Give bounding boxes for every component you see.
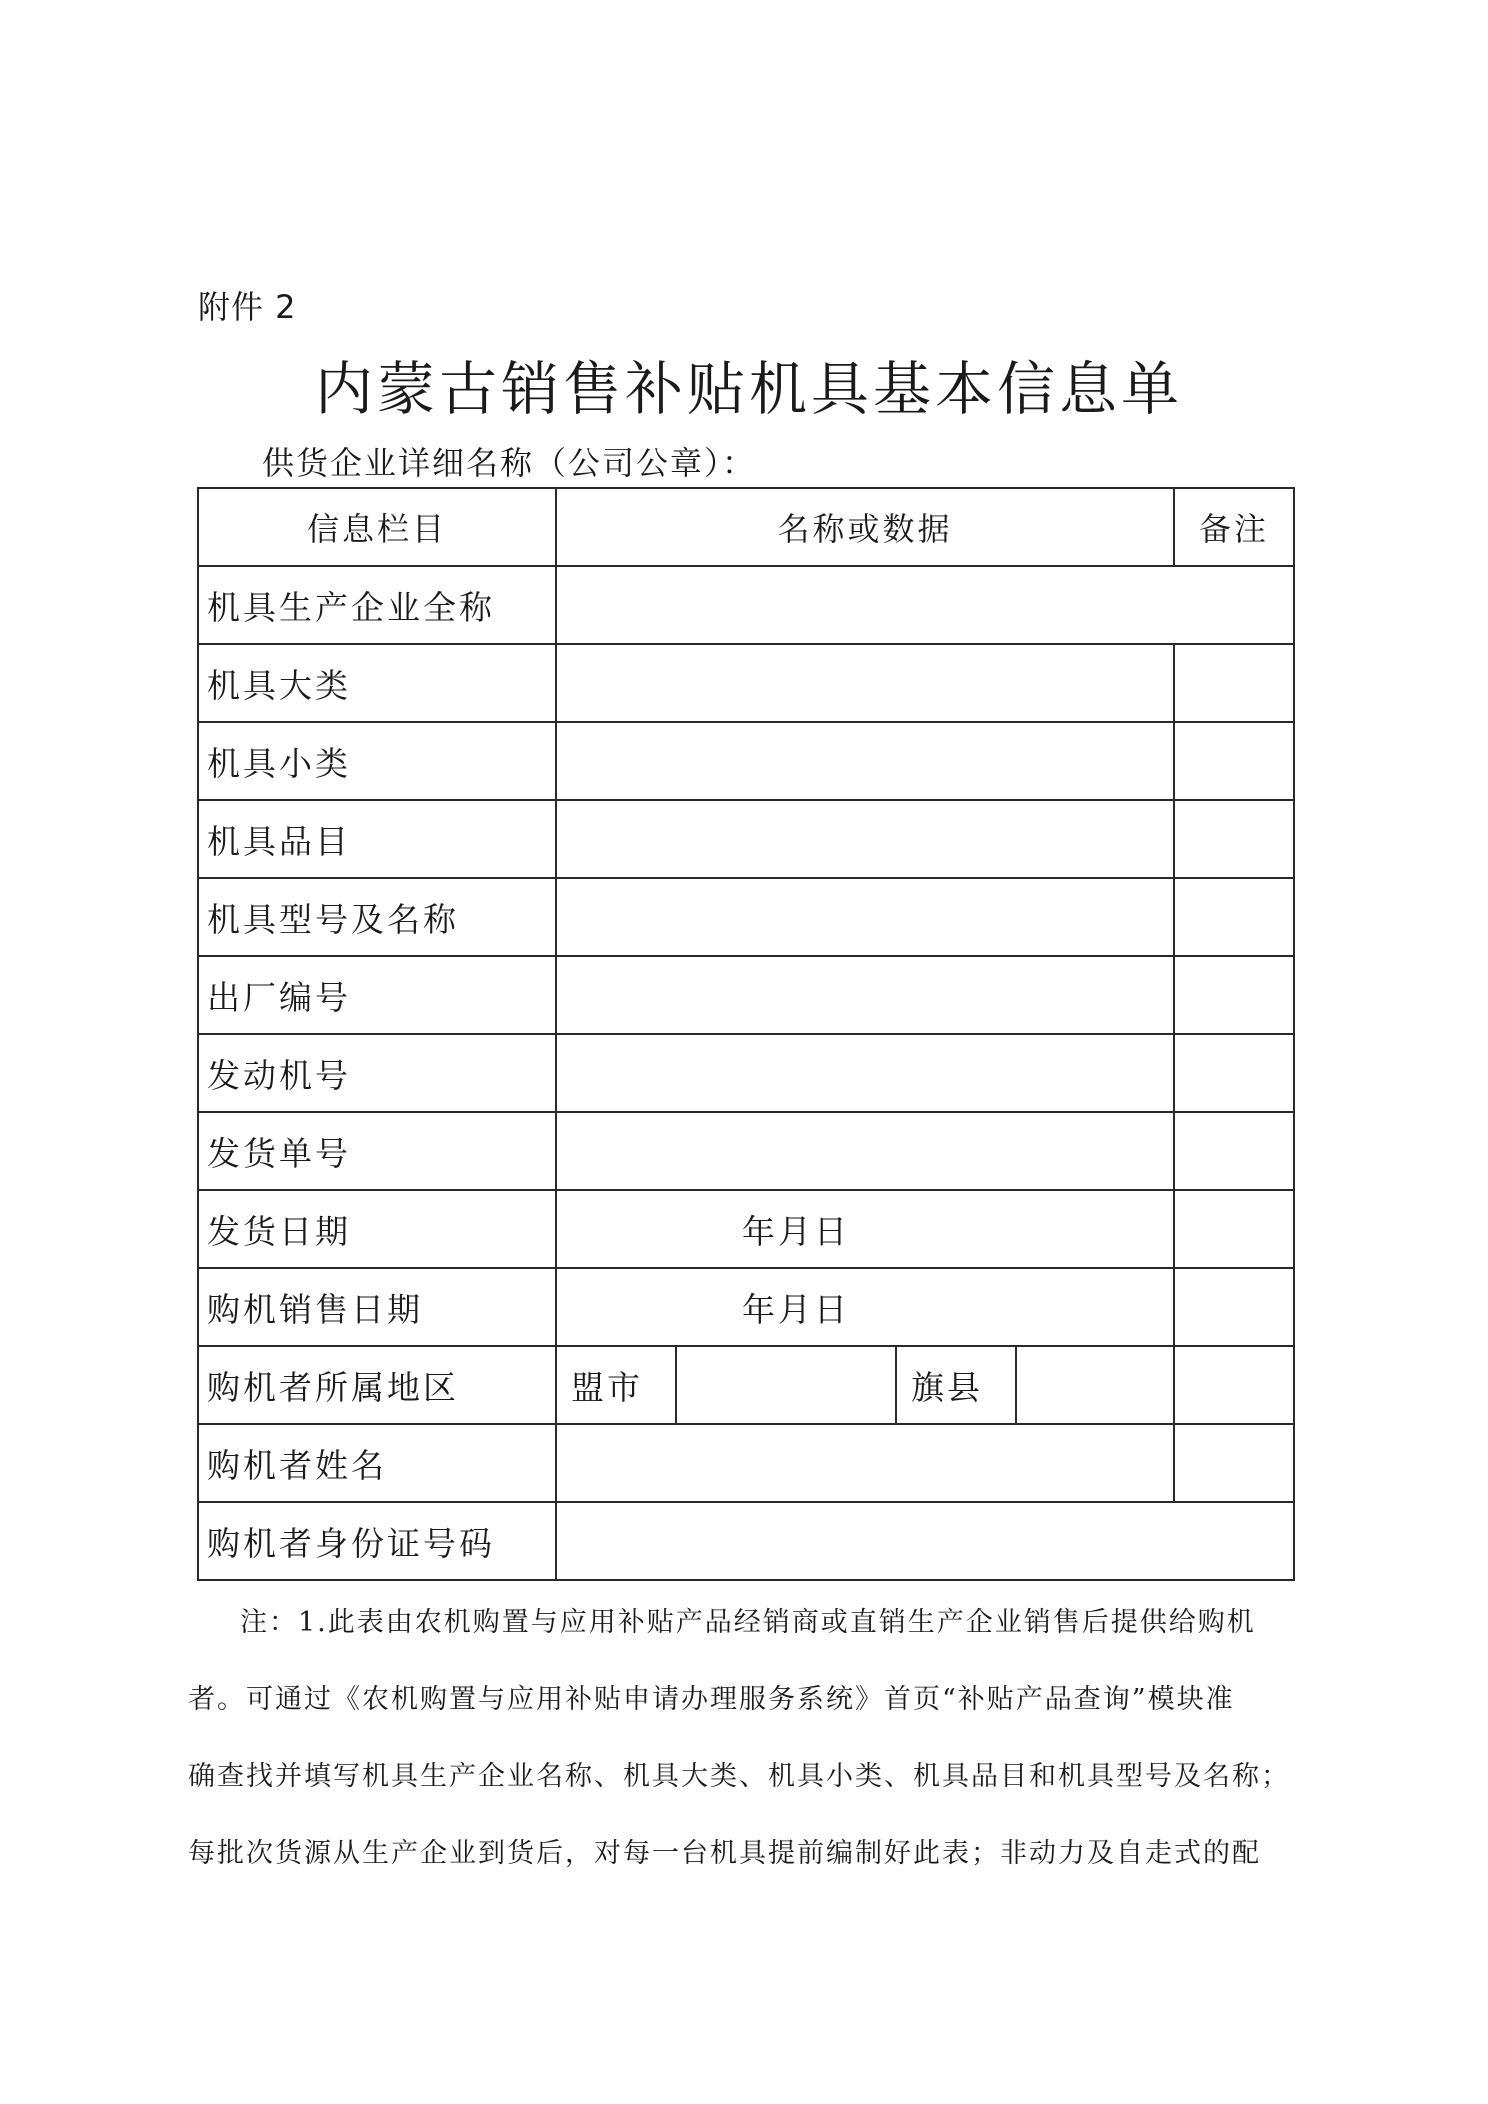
major-category-remark-cell[interactable] [1174, 644, 1294, 722]
row-label-delivery-no: 发货单号 [198, 1112, 556, 1190]
row-label-engine-no: 发动机号 [198, 1034, 556, 1112]
delivery-date-remark-cell[interactable] [1174, 1190, 1294, 1268]
table-header-row [198, 488, 1294, 566]
table-row [198, 644, 1294, 722]
region-county-value-cell[interactable] [1016, 1346, 1174, 1424]
delivery-date-value[interactable]: 年月日 [556, 1190, 1174, 1268]
factory-no-value-cell[interactable] [556, 956, 1174, 1034]
col-header-value: 名称或数据 [556, 488, 1174, 566]
row-label-manufacturer: 机具生产企业全称 [198, 566, 556, 644]
delivery-no-remark-cell[interactable] [1174, 1112, 1294, 1190]
table-row [198, 1268, 1294, 1346]
table-row [198, 1346, 1294, 1424]
table-row [198, 1502, 1294, 1580]
page-title: 内蒙古销售补贴机具基本信息单 [314, 355, 1183, 423]
model-name-remark-cell[interactable] [1174, 878, 1294, 956]
attachment-label: 附件 2 [198, 288, 297, 326]
table-row [198, 1424, 1294, 1502]
factory-no-remark-cell[interactable] [1174, 956, 1294, 1034]
row-label-delivery-date: 发货日期 [198, 1190, 556, 1268]
col-header-remark: 备注 [1174, 488, 1294, 566]
buyer-name-value-cell[interactable] [556, 1424, 1174, 1502]
supplier-name-label: 供货企业详细名称（公司公章）： [262, 444, 757, 482]
table-row [198, 956, 1294, 1034]
row-label-model-name: 机具型号及名称 [198, 878, 556, 956]
sale-date-remark-cell[interactable] [1174, 1268, 1294, 1346]
table-row [198, 878, 1294, 956]
buyer-name-remark-cell[interactable] [1174, 1424, 1294, 1502]
note-line: 者。可通过《农机购置与应用补贴申请办理服务系统》首页“补贴产品查询”模块准 [188, 1684, 1235, 1715]
row-label-buyer-id: 购机者身份证号码 [198, 1502, 556, 1580]
table-row [198, 800, 1294, 878]
row-label-buyer-name: 购机者姓名 [198, 1424, 556, 1502]
note-line: 每批次货源从生产企业到货后，对每一台机具提前编制好此表；非动力及自走式的配 [188, 1838, 1261, 1869]
note-line: 注：1.此表由农机购置与应用补贴产品经销商或直销生产企业销售后提供给购机 [240, 1607, 1256, 1638]
minor-category-remark-cell[interactable] [1174, 722, 1294, 800]
col-header-item: 信息栏目 [198, 488, 556, 566]
note-line: 确查找并填写机具生产企业名称、机具大类、机具小类、机具品目和机具型号及名称； [188, 1761, 1290, 1792]
engine-no-remark-cell[interactable] [1174, 1034, 1294, 1112]
table-row [198, 1190, 1294, 1268]
sale-date-value[interactable]: 年月日 [556, 1268, 1174, 1346]
item-value-cell[interactable] [556, 800, 1174, 878]
table-row [198, 722, 1294, 800]
row-label-major-category: 机具大类 [198, 644, 556, 722]
notes-section [188, 1584, 1296, 1892]
engine-no-value-cell[interactable] [556, 1034, 1174, 1112]
table-row [198, 566, 1294, 644]
delivery-no-value-cell[interactable] [556, 1112, 1174, 1190]
buyer-region-remark-cell[interactable] [1174, 1346, 1294, 1424]
region-city-value-cell[interactable] [676, 1346, 896, 1424]
row-label-buyer-region: 购机者所属地区 [198, 1346, 556, 1424]
table-row [198, 1112, 1294, 1190]
item-remark-cell[interactable] [1174, 800, 1294, 878]
region-city-label: 盟市 [556, 1346, 676, 1424]
row-label-factory-no: 出厂编号 [198, 956, 556, 1034]
model-name-value-cell[interactable] [556, 878, 1174, 956]
major-category-value-cell[interactable] [556, 644, 1174, 722]
row-label-item: 机具品目 [198, 800, 556, 878]
minor-category-value-cell[interactable] [556, 722, 1174, 800]
table-row [198, 1034, 1294, 1112]
row-label-minor-category: 机具小类 [198, 722, 556, 800]
row-label-sale-date: 购机销售日期 [198, 1268, 556, 1346]
info-table [197, 487, 1295, 1581]
buyer-id-value-cell[interactable] [556, 1502, 1294, 1580]
manufacturer-value-cell[interactable] [556, 566, 1294, 644]
region-county-label: 旗县 [896, 1346, 1016, 1424]
